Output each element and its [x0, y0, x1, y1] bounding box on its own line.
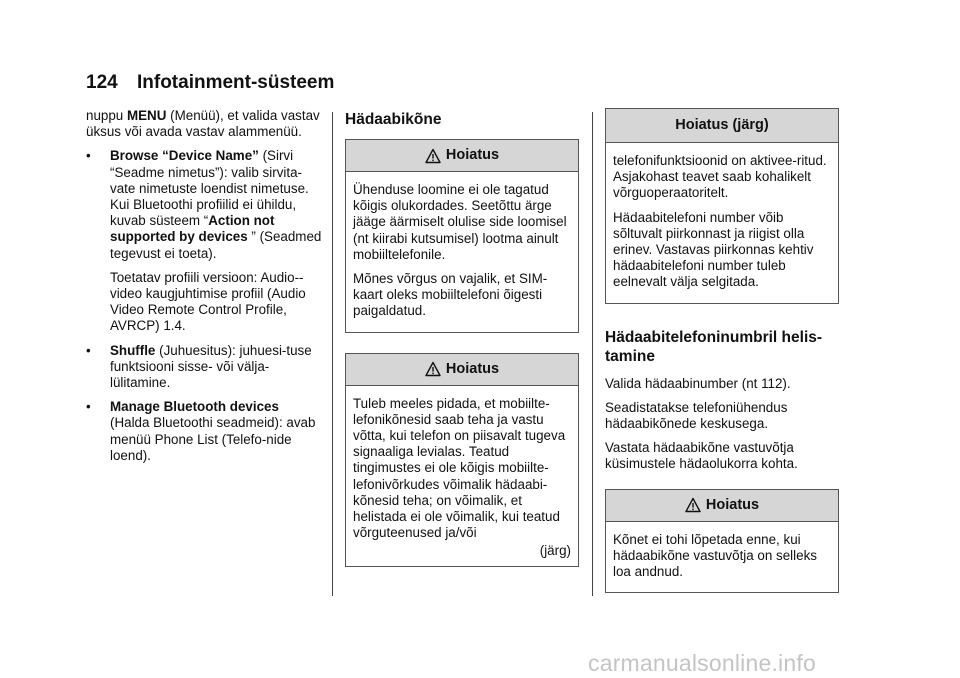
intro-paragraph: nuppu MENU (Menüü), et valida vastav üksus või avada vastav alammenüü.	[86, 108, 320, 140]
page-title: Infotainment-süsteem	[136, 72, 335, 93]
body-paragraph: Vastata hädaabikõne vastuvõtja küsimustele hädaolukorra kohta.	[605, 440, 798, 472]
warning-text: Kõnet ei tohi lõpetada enne, kui hädaabikõne vastuvõtja on selleks loa andnud.	[613, 531, 817, 580]
list-item-manage-bluetooth: • Manage Bluetooth devices (Halda Bluetoothi seadmeid): avab menüü Phone List (Telefo-nide loend).	[86, 399, 316, 463]
watermark: carmanualsonline.info	[588, 650, 816, 676]
warning-text: Ühenduse loomine ei ole tagatud kõigis olukordades. Seetõttu ärge jääge äärmiselt olulise side loomisel (nt kiirabi kutsumisel) lootma ainult mobiiltelefonile.	[353, 182, 567, 262]
bullet-dot: •	[86, 399, 91, 415]
page-number: 124	[86, 72, 118, 93]
warning-text: Tuleb meeles pidada, et mobiilte-lefonikõnesid saab teha ja vastu võtta, kui telefon on piisavalt tugeva signaaliga levialas. Teatud tingimustes ei ole kõigis mobiilte-lefonivõrkudes võimalik hädaabi-kõnesid teha; on võimalik, et helistada ei ole võimalik, kui teatud võrguteenused ja/või	[353, 395, 566, 541]
warning-header	[346, 140, 578, 172]
bullet-dot: •	[86, 148, 91, 164]
warning-header	[606, 490, 838, 522]
list-item-shuffle: • Shuffle (Juhuesitus): juhuesi-tuse funktsiooni sisse- või välja-lülitamine.	[86, 342, 312, 391]
warning-box-3	[605, 489, 839, 594]
body-paragraph: Seadistatakse telefoniühendus hädaabikõnede keskusega.	[605, 399, 788, 432]
warning-body	[346, 172, 578, 332]
warning-title: Hoiatus	[705, 497, 760, 514]
warning-icon	[425, 148, 441, 164]
warning-body	[606, 522, 838, 593]
column-1	[86, 108, 322, 472]
column-divider-1	[332, 112, 333, 596]
bullet-dot: •	[86, 342, 91, 358]
warning-text: Hädaabitelefoni number võib sõltuvalt piirkonnast ja riigist olla erinev. Vastavas piirkonnas kehtiv hädaabitelefoni number tuleb eelnevalt välja selgitada.	[613, 209, 814, 290]
column-divider-2	[592, 112, 593, 596]
warning-body	[346, 386, 578, 566]
warning-box-2	[345, 353, 579, 567]
page-header	[86, 72, 334, 94]
column-3	[605, 108, 839, 613]
warning-title: Hoiatus (järg)	[675, 117, 769, 134]
warning-body	[606, 143, 838, 303]
warning-header	[346, 354, 578, 386]
warning-icon	[425, 361, 441, 377]
warning-box-continued	[605, 108, 839, 304]
warning-title: Hoiatus	[445, 147, 500, 164]
warning-text: telefonifunktsioonid on aktivee-ritud. Asjakohast teavet saab kohalikelt võrguoperaatoritelt.	[613, 153, 827, 201]
list-item-browse-note: Toetatav profiili versioon: Audio--video kaugjuhtimise profiil (Audio Video Remote Control Profile, AVRCP) 1.4.	[110, 269, 306, 334]
body-paragraph: Valida hädaabinumber (nt 112).	[605, 375, 791, 391]
section-heading-emergency-number: Hädaabitelefoninumbril helis-tamine	[605, 328, 823, 365]
list-item-browse: • Browse “Device Name” (Sirvi “Seadme nimetus”): valib sirvita-vate nimetuste loendist nimetuse. Kui Bluetoothi profiilid ei ühildu, kuvab süsteem “Action not supported by devices ” (Seadmed tegevust ei toeta).	[86, 148, 322, 261]
section-heading-emergency-call: Hädaabikõne	[345, 111, 442, 128]
warning-title: Hoiatus	[445, 361, 500, 378]
warning-icon	[685, 497, 701, 513]
continued-marker: (järg)	[539, 543, 571, 559]
warning-text: Mõnes võrgus on vajalik, et SIM-kaart oleks mobiiltelefoni õigesti paigaldatud.	[353, 271, 548, 319]
column-2	[345, 108, 579, 587]
warning-header	[606, 109, 838, 143]
warning-box-1	[345, 139, 579, 333]
